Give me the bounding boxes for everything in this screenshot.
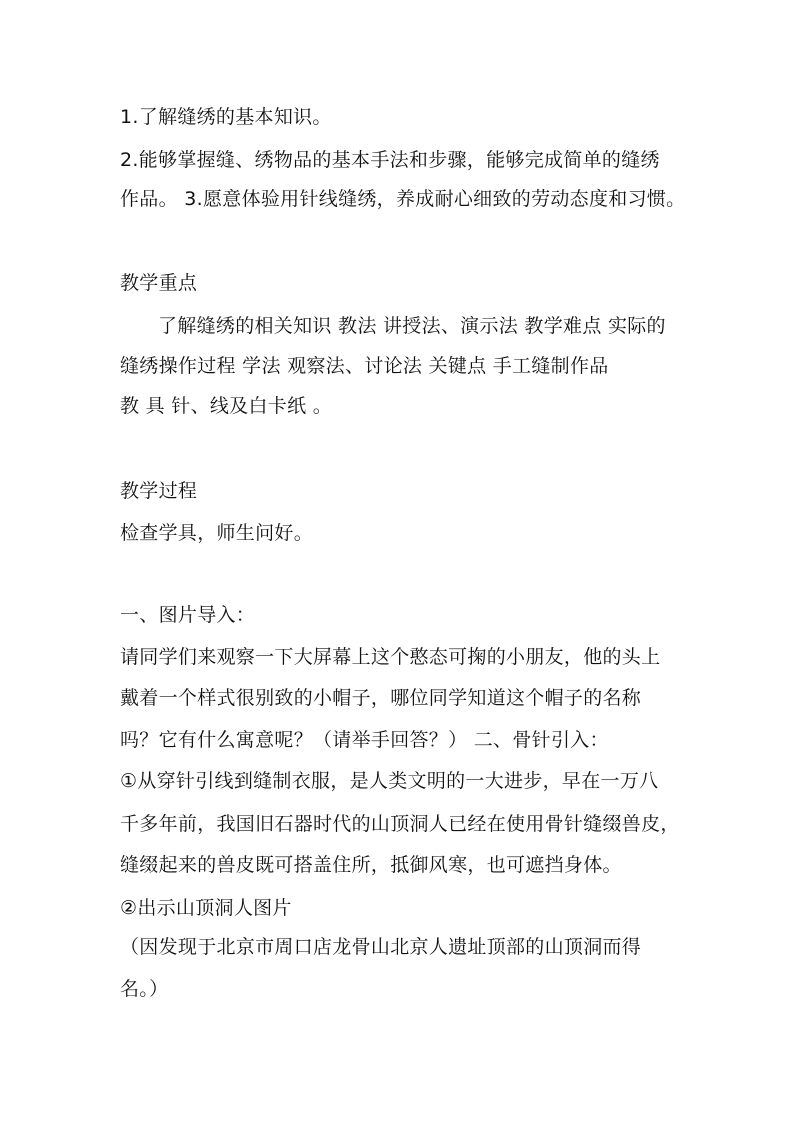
section1-line-6: 缝缀起来的兽皮既可搭盖住所，抵御风寒，也可遮挡身体。 bbox=[120, 854, 622, 876]
section1-line-3: 吗？它有什么寓意呢？（请举手回答？） 二、骨针引入： bbox=[120, 729, 609, 751]
objective-line-3: 作品。 3.愿意体验用针线缝绣，养成耐心细致的劳动态度和习惯。 bbox=[120, 188, 686, 210]
key-points-line-3: 教 具 针、线及白卡纸 。 bbox=[120, 395, 333, 417]
process-line-1: 检查学具，师生问好。 bbox=[120, 522, 314, 544]
objective-line-2: 2.能够掌握缝、绣物品的基本手法和步骤，能够完成简单的缝绣 bbox=[120, 149, 660, 171]
key-points-line-2: 缝绣操作过程 学法 观察法、讨论法 关键点 手工缝制作品 bbox=[120, 355, 609, 377]
key-points-heading: 教学重点 bbox=[120, 272, 198, 294]
section1-line-7: ②出示山顶洞人图片 bbox=[120, 897, 292, 919]
key-points-line-1: 了解缝绣的相关知识 教法 讲授法、演示法 教学难点 实际的 bbox=[158, 315, 666, 337]
section1-heading: 一、图片导入： bbox=[120, 604, 256, 626]
section1-line-2: 戴着一个样式很别致的小帽子，哪位同学知道这个帽子的名称 bbox=[120, 687, 642, 709]
section1-line-8: （因发现于北京市周口店龙骨山北京人遗址顶部的山顶洞而得 bbox=[120, 936, 642, 958]
process-heading: 教学过程 bbox=[120, 480, 198, 502]
objective-line-1: 1.了解缝绣的基本知识。 bbox=[120, 106, 332, 128]
section1-line-4: ①从穿针引线到缝制衣服，是人类文明的一大进步，早在一万八 bbox=[120, 770, 659, 792]
section1-line-9: 名。） bbox=[120, 978, 169, 1000]
section1-line-1: 请同学们来观察一下大屏幕上这个憨态可掬的小朋友，他的头上 bbox=[120, 646, 661, 668]
section1-line-5: 千多年前，我国旧石器时代的山顶洞人已经在使用骨针缝缀兽皮， bbox=[120, 813, 680, 835]
